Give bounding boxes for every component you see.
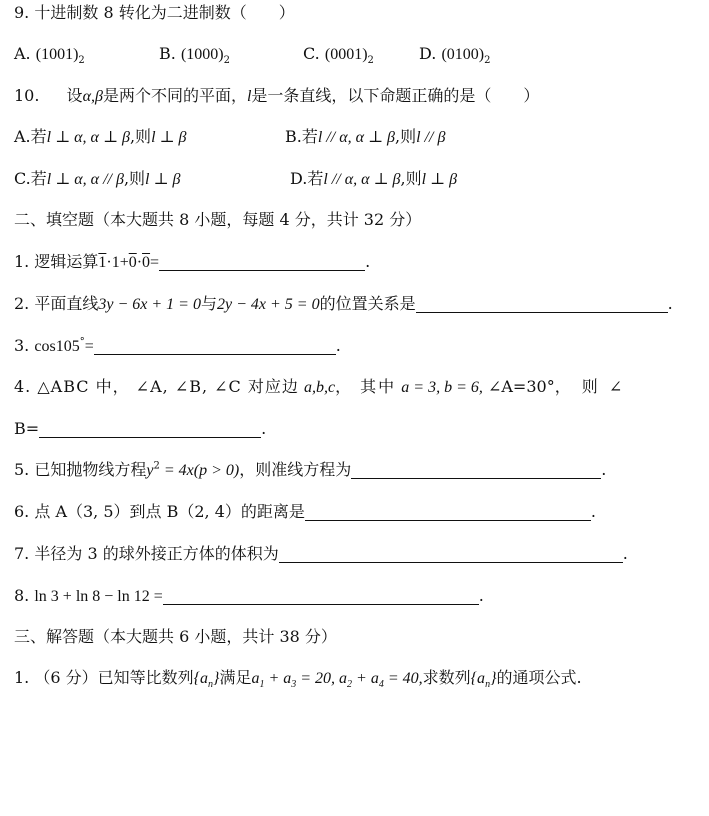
- answer-blank[interactable]: [159, 254, 365, 271]
- math-term: 0: [142, 254, 151, 271]
- section-3-heading: 三、解答题（本大题共 6 小题，共计 38 分）: [14, 627, 337, 646]
- period: .: [365, 252, 371, 271]
- option-text: ,则: [123, 169, 146, 188]
- question-text: ， 其中: [335, 377, 397, 396]
- math-var: y: [146, 462, 154, 479]
- option-letter: C.: [14, 169, 31, 188]
- q9-option-b[interactable]: [159, 44, 230, 65]
- q10-option-b[interactable]: [285, 127, 445, 148]
- math-op: ·1+: [106, 254, 129, 271]
- sequence-symbol: $\{a_n\}$: [193, 670, 220, 691]
- fill-question-7: [14, 544, 628, 564]
- option-letter: B.: [285, 127, 302, 146]
- question-text: 3.: [14, 336, 35, 355]
- period: .: [335, 336, 341, 355]
- answer-blank[interactable]: [163, 588, 479, 605]
- fill-question-1: [14, 252, 370, 273]
- math-term: 1: [98, 254, 107, 271]
- math-var-l: l: [246, 88, 252, 105]
- option-value: (0001): [324, 46, 368, 63]
- q9-option-c[interactable]: [303, 44, 374, 65]
- question-text: 2. 平面直线: [14, 294, 99, 313]
- period: .: [478, 586, 484, 605]
- fill-question-3: [14, 336, 341, 357]
- question-text: 8.: [14, 586, 35, 605]
- option-text: ,则: [129, 127, 152, 146]
- option-text: 若: [307, 169, 324, 188]
- option-text: 若: [30, 127, 47, 146]
- math-sides: a,b,c: [303, 379, 336, 396]
- option-math: l // α, α ⊥ β: [323, 171, 401, 188]
- sequence-symbol: $\{a_n\}$: [470, 670, 497, 691]
- option-value: (1001): [35, 46, 79, 63]
- math-equation: 3y − 6x + 1 = 0: [98, 296, 201, 313]
- q10-option-c[interactable]: [14, 169, 181, 190]
- option-base: 2: [367, 55, 374, 67]
- option-text: ,则: [395, 127, 417, 146]
- option-letter: B.: [159, 44, 176, 63]
- question-text: 满足: [219, 668, 252, 687]
- question-text: 求数列: [422, 668, 471, 687]
- option-math: l // β: [416, 129, 446, 146]
- q10-option-d[interactable]: [290, 169, 457, 190]
- question-text: B=: [14, 419, 40, 438]
- stem-text: 设: [66, 86, 83, 105]
- option-base: 2: [223, 55, 230, 67]
- option-text: 若: [30, 169, 47, 188]
- math-condition: $a_1 + a_3 = 20$, $a_2 + a_4 = 40$,: [251, 670, 423, 691]
- stem-text: 是一条直线，以下命题正确的是（ ）: [251, 86, 540, 105]
- option-math: l ⊥ α, α ⊥ β: [46, 129, 130, 146]
- question-text: ，则准线方程为: [239, 460, 352, 479]
- q10-option-a[interactable]: [14, 127, 187, 148]
- answer-blank[interactable]: [39, 421, 261, 438]
- option-value: (0100): [441, 46, 485, 63]
- angle-condition: ∠A=30°: [487, 377, 555, 396]
- section-2-heading: 二、填空题（本大题共 8 小题，每题 4 分，共计 32 分）: [14, 210, 422, 229]
- option-base: 2: [484, 55, 491, 67]
- question-text: 1. （6 分）已知等比数列: [14, 668, 194, 687]
- question-number: 10.: [14, 86, 40, 105]
- option-letter: D.: [419, 44, 437, 63]
- question-text: 的位置关系是: [319, 294, 416, 313]
- question-9-stem: 9. 十进制数 8 转化为二进制数（ ）: [14, 3, 295, 22]
- option-math: l ⊥ β: [421, 171, 458, 188]
- question-text: 与: [200, 294, 217, 313]
- option-text: ,则: [400, 169, 422, 188]
- fill-question-4-line-1: [14, 377, 625, 398]
- fill-question-2: [14, 294, 673, 315]
- period: .: [261, 419, 267, 438]
- exponent: 2: [153, 460, 160, 472]
- q9-option-a[interactable]: [14, 44, 85, 65]
- degree-sign: °: [79, 336, 85, 348]
- math-condition: a = 3, b = 6,: [401, 379, 483, 396]
- math-term: 0: [128, 254, 137, 271]
- question-text: 的通项公式.: [496, 668, 582, 687]
- question-text: ， 则 ∠: [554, 377, 626, 396]
- question-text: 4. △ABC 中， ∠A, ∠B, ∠C 对应边: [14, 377, 299, 396]
- option-letter: C.: [303, 44, 320, 63]
- fill-question-8: [14, 586, 484, 607]
- math-expression: cos105: [34, 338, 80, 355]
- option-math: l ⊥ β: [145, 171, 181, 188]
- option-base: 2: [78, 55, 85, 67]
- period: .: [601, 460, 607, 479]
- question-text: 1. 逻辑运算: [14, 252, 99, 271]
- fill-question-6: [14, 502, 596, 522]
- answer-blank[interactable]: [351, 462, 601, 479]
- option-letter: A.: [14, 127, 31, 146]
- option-math: l // α, α ⊥ β: [317, 129, 396, 146]
- option-letter: A.: [14, 44, 31, 63]
- solve-question-1: [14, 668, 582, 689]
- answer-blank[interactable]: [416, 296, 668, 313]
- question-text: 7. 半径为 3 的球外接正方体的体积为: [14, 544, 279, 563]
- option-value: (1000): [180, 46, 224, 63]
- question-text: 5. 已知抛物线方程: [14, 460, 147, 479]
- math-op: =: [84, 338, 94, 355]
- answer-blank[interactable]: [305, 504, 591, 521]
- period: .: [622, 544, 628, 563]
- math-expression: ln 3 + ln 8 − ln 12 =: [34, 588, 163, 605]
- option-text: 若: [301, 127, 318, 146]
- option-math: l ⊥ α, α // β: [46, 171, 124, 188]
- stem-text: 是两个不同的平面，: [102, 86, 247, 105]
- math-vars: α,β: [82, 88, 103, 105]
- period: .: [590, 502, 596, 521]
- period: .: [667, 294, 673, 313]
- math-equation: = 4x(p > 0): [159, 462, 240, 479]
- question-10-stem: [14, 86, 539, 107]
- fill-question-5: [14, 460, 606, 481]
- answer-blank[interactable]: [279, 546, 623, 563]
- fill-question-4-line-2: [14, 419, 266, 439]
- math-equation: 2y − 4x + 5 = 0: [216, 296, 320, 313]
- q9-option-d[interactable]: [419, 44, 490, 65]
- answer-blank[interactable]: [94, 338, 336, 355]
- math-op: ·: [136, 254, 143, 271]
- question-text: 6. 点 A（3, 5）到点 B（2, 4）的距离是: [14, 502, 305, 521]
- math-op: =: [150, 254, 160, 271]
- option-math: l ⊥ β: [151, 129, 187, 146]
- option-letter: D.: [290, 169, 308, 188]
